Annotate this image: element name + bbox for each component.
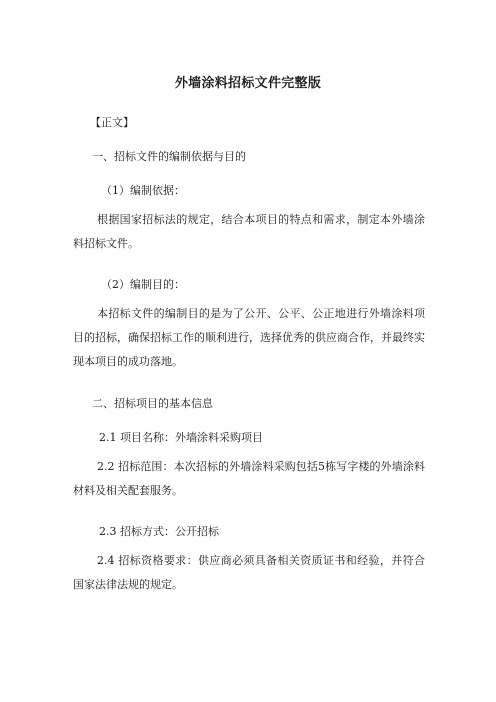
paragraph-purpose: 本招标文件的编制目的是为了公开、公平、公正地进行外墙涂料项目的招标，确保招标工作的顺利进行，选择优秀的供应商合作，并最终实现本项目的成功落地。: [73, 307, 425, 368]
subheading-basis: （1）编制依据：: [101, 184, 185, 197]
item-2-2: 2.2 招标范围：本次招标的外墙涂料采购包括5栋写字楼的外墙涂料材料及相关配套服务。: [73, 460, 425, 497]
paragraph-basis: 根据国家招标法的规定，结合本项目的特点和需求，制定本外墙涂料招标文件。: [73, 213, 425, 250]
section-tag: 【正文】: [90, 116, 134, 129]
item-2-3: 2.3 招标方式：公开招标: [99, 525, 219, 538]
item-2-4: 2.4 招标资格要求：供应商必须具备相关资质证书和经验，并符合国家法律法规的规定。: [73, 554, 425, 591]
document-title: 外墙涂料招标文件完整版: [174, 76, 322, 91]
heading-1: 一、招标文件的编制依据与目的: [92, 150, 246, 163]
item-2-1: 2.1 项目名称：外墙涂料采购项目: [99, 431, 263, 444]
heading-2: 二、招标项目的基本信息: [92, 397, 213, 410]
subheading-purpose: （2）编制目的：: [101, 278, 185, 291]
